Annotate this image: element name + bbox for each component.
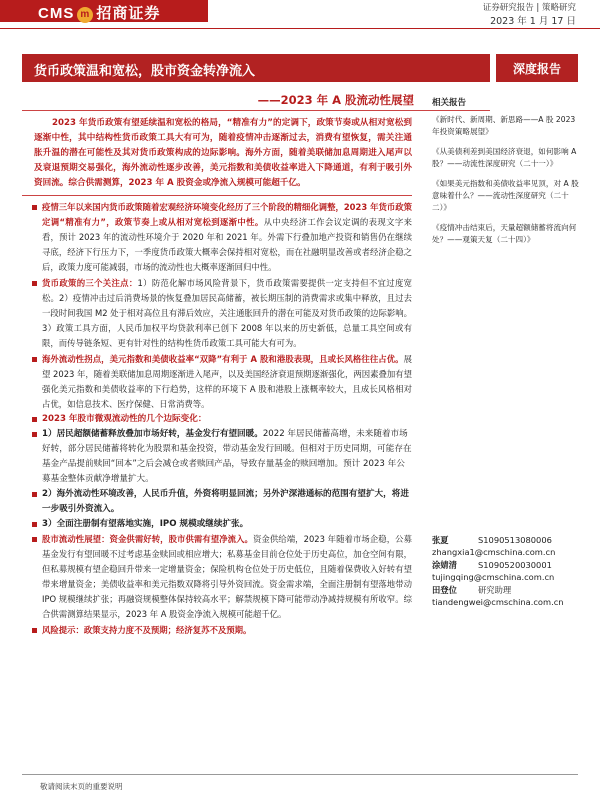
report-type-banner <box>496 54 578 82</box>
author-cert: S1090513080006 <box>478 535 552 545</box>
author-entry <box>432 559 582 571</box>
logo-latin: CMS <box>38 5 75 22</box>
paragraph-policy-stages <box>34 200 412 275</box>
author-cert: 研究助理 <box>478 584 512 595</box>
paragraph-policy-focus <box>34 276 412 351</box>
paragraph-lead: 货币政策的三个关注点： <box>42 278 138 288</box>
author-name: 张夏 <box>432 535 449 545</box>
related-report-link[interactable]: 《如果美元指数和美债收益率见顶，对 A 股意味着什么？——流动性深度研究（二十二）》 <box>432 179 579 212</box>
paragraph-lead: 海外流动性拐点，美元指数和美债收益率“双降”有利于 A 股和港股表现，且或长风格往往占优。 <box>42 354 404 364</box>
author-email[interactable]: zhangxia1@cmschina.com.cn <box>432 547 556 558</box>
related-reports <box>432 96 582 254</box>
main-column <box>22 116 412 638</box>
list-item <box>34 427 412 487</box>
list-item <box>34 517 412 532</box>
subtitle-divider <box>22 110 490 111</box>
header-divider <box>0 28 600 29</box>
header-meta <box>483 2 576 28</box>
brand-logo <box>38 2 160 23</box>
paragraph-lead: 疫情三年以来国内货币政策随着宏观经济环境变化经历了三个阶段的精细化调整，2023 年货币政策定调“精准有力”，政策节奏上或从相对宽松到逐渐中性。 <box>42 202 412 227</box>
list-item-head: 2）海外流动性环境改善，人民币升值，外资将明显回流；另外沪深港通标的范围有望扩大，将进一步吸引外资流入。 <box>42 489 409 514</box>
author-email[interactable]: tiandengwei@cmschina.com.cn <box>432 597 564 608</box>
abstract: 2023 年货币政策有望延续温和宽松的格局，“精准有力”的定调下，政策节奏或从相对宽松到逐渐中性，其中结构性货币政策工具大有可为，随着疫情冲击逐渐过去，消费有望恢复，需关注通胀升温的潜在可能性及其对货币政策构成的边际影响。海外方面，随着美联储加息周期进入尾声以及衰退预期交易强化，海外流动性逐步改善，美元指数和美债收益率进入下降通道，有利于吸引外资回流。综合供需测算，2023 年 A 股资金或净流入规模可能超千亿。 <box>34 118 412 188</box>
author-list <box>432 534 582 608</box>
related-report-link[interactable]: 《疫情冲击结束后，天量超额储蓄将流向何处？——观策天复（二十四）》 <box>432 223 577 244</box>
risk-warning <box>34 623 412 638</box>
author-name: 田登位 <box>432 584 457 595</box>
title-banner <box>22 54 490 82</box>
doc-category: 证券研究报告 | 策略研究 <box>482 3 576 13</box>
bullet-icon <box>32 357 37 362</box>
bullet-icon <box>32 492 37 497</box>
list-item-body: 2022 年居民储蓄高增，未来随着市场好转，部分居民储蓄将转化为股票和基金投资，带动基金发行回暖。但相对于历史同期，可能存在基金产品提前赎回“回本”之后会减仓或者赎回产品，导致存量基金的赎回增加。预计 2023 年公募基金整体贡献净增量扩大。 <box>42 429 412 484</box>
bullet-icon <box>32 432 37 437</box>
logo-mark-icon: m <box>77 7 93 23</box>
paragraph-body: 1）防范化解市场风险背景下，货币政策需要提供一定支持但不宜过度宽松。2）疫情冲击过后消费场景的恢复叠加居民高储蓄，被长期压制的消费需求或集中释放，且过去一段时间我国 M2 处于相对高位且有滞后效应，关注通胀回升的潜在可能及对货币政策的边际影响。3）政策工具方面，人民币加权平均贷款利率已创下 2008 年以来的历史新低，总量工具空间或有限，而传导链条短、更有针对性的结构性货币政策工具可能大有可为。 <box>42 278 413 348</box>
section-heading <box>34 412 412 427</box>
author-entry <box>432 584 582 596</box>
paragraph-body: 展望 2023 年，随着美联储加息周期逐渐进入尾声，以及美国经济衰退预期逐渐强化，两因素叠加有望强化美元指数和美债收益率的下行趋势，这样的环境下 A 股和港股上涨概率较大，且成长风格相对占优，如信息技术、医疗保健、日常消费等。 <box>42 354 413 409</box>
page-header <box>0 0 600 30</box>
bullet-icon <box>32 281 37 286</box>
report-title: 货币政策温和宽松，股市资金转净流入 <box>34 64 256 79</box>
author-name: 涂婧清 <box>432 559 457 570</box>
report-type: 深度报告 <box>512 62 561 76</box>
list-item-head: 3）全面注册制有望落地实施，IPO 规模或继续扩张。 <box>42 519 249 529</box>
related-title: 相关报告 <box>432 98 467 108</box>
bullet-icon <box>32 522 37 527</box>
report-date: 2023 年 1 月 17 日 <box>490 16 576 27</box>
logo-cn: 招商证券 <box>96 5 161 22</box>
abstract-divider <box>22 195 412 196</box>
bullet-icon <box>32 537 37 542</box>
paragraph-body: 资金供给端，2023 年随着市场企稳，公募基金发行有望回暖不过考虑基金赎回或相应增大；私募基金目前仓位处于历史高位，加仓空间有限，但私募规模有望企稳回升带来一定增量资金；保险机构仓位处于历史低位，且随着保费收入好转有望带来增量资金；美债收益率和美元指数双降将引导外资回流。资金需求端，全面注册制有望落地带动 IPO 规模继续扩张；再融资规模整体保持较高水平；解禁规模下降可能带动净减持规模有所收窄。综合供需测算结果显示，2023 年 A 股资金净流入规模可能超千亿。 <box>42 534 412 619</box>
risk-text: 风险提示：政策支持力度不及预期；经济复苏不及预期。 <box>42 625 252 635</box>
bullet-icon <box>32 205 37 210</box>
report-subtitle: ——2023 年 A 股流动性展望 <box>257 93 414 107</box>
related-report-link[interactable]: 《从美债利差到美国经济衰退，如何影响 A 股？——动流性深度研究（二十一）》 <box>432 147 577 168</box>
list-item-head: 1）居民超额储蓄释放叠加市场好转，基金发行有望回暖。 <box>42 429 263 439</box>
author-email[interactable]: tujingqing@cmschina.com.cn <box>432 572 555 583</box>
logo-banner <box>0 0 208 22</box>
footer-note: 敬请阅读末页的重要说明 <box>40 782 123 791</box>
bullet-icon <box>32 417 37 422</box>
list-item <box>34 487 412 517</box>
section-heading-text: 2023 年股市微观流动性的几个边际变化： <box>42 414 207 424</box>
footer-divider <box>22 774 578 775</box>
author-cert: S1090520030001 <box>478 559 552 570</box>
bullet-icon <box>32 628 37 633</box>
paragraph-body: 从中央经济工作会议定调的表现文字来看，预计 2023 年的流动性环境介于 2020 年和 2021 年。外需下行叠加地产投资和销售仍在继续寻底，经济下行压力下，一季度货币政策大概率会保持相对宽松，而在社融明显改善或者经济企稳之后，政策力度可能减弱，市场的流动性也大概率逐渐回归中性。 <box>42 217 412 272</box>
author-entry <box>432 534 582 546</box>
paragraph-supply-demand <box>34 532 412 622</box>
paragraph-lead: 股市流动性展望：资金供需好转，股市供需有望净流入。 <box>42 534 253 544</box>
related-report-link[interactable]: 《新时代、新周期、新思路——A 股 2023 年投资策略展望》 <box>432 115 576 136</box>
paragraph-overseas-liquidity <box>34 352 412 412</box>
